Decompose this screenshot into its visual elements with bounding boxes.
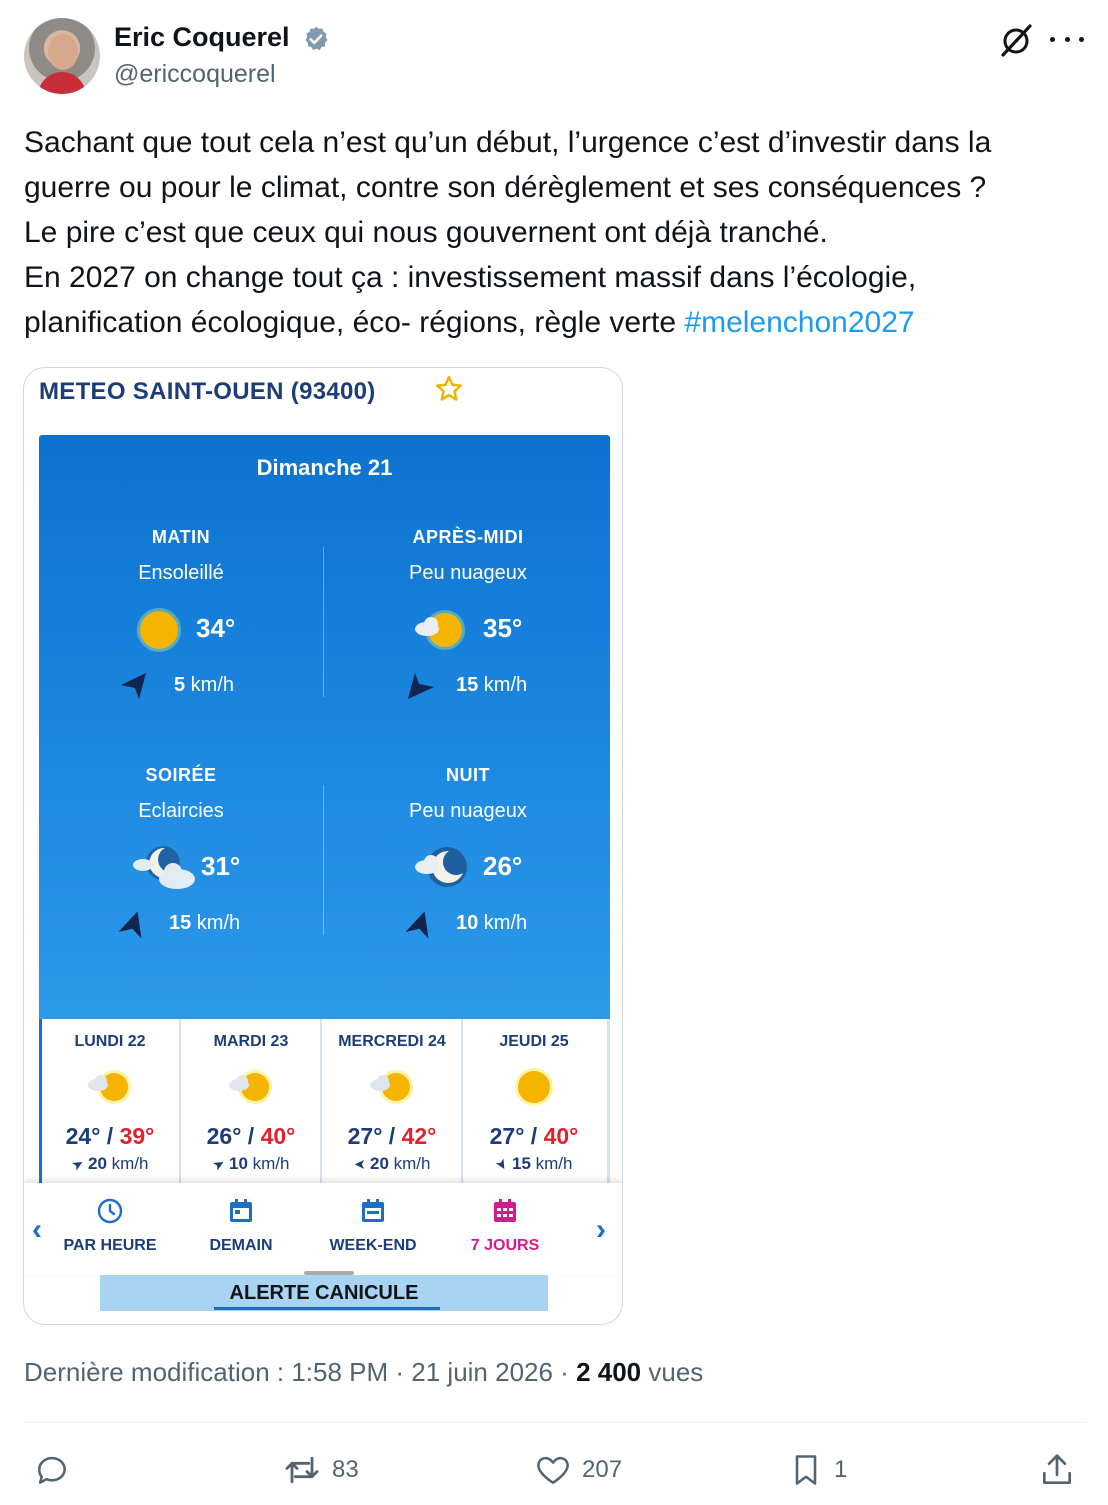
- divider: [24, 1422, 1086, 1423]
- period-wind: [39, 671, 323, 701]
- views-label: vues: [641, 1357, 704, 1387]
- day-wind: [41, 1154, 179, 1176]
- author-handle[interactable]: @ericcoquerel: [114, 60, 276, 88]
- heart-icon: [534, 1451, 572, 1489]
- bookmark-count: 1: [834, 1456, 848, 1483]
- period-weather: [39, 843, 323, 893]
- bookmark-icon: [788, 1451, 824, 1489]
- temp-high: 40°: [543, 1123, 579, 1149]
- tweet-meta: [24, 1357, 703, 1388]
- meteo-title: METEO SAINT-OUEN (93400): [39, 378, 376, 405]
- clock-icon: [96, 1197, 124, 1225]
- temp-separator: /: [524, 1123, 544, 1149]
- reply-button[interactable]: [33, 1450, 71, 1490]
- day-temperatures: [323, 1123, 461, 1150]
- author-name[interactable]: Eric Coquerel: [114, 22, 290, 52]
- sun-icon: [512, 1067, 556, 1107]
- wind-arrow-icon: [406, 909, 436, 939]
- period-description: Peu nuageux: [409, 800, 527, 822]
- tweet-line: [24, 300, 1094, 345]
- temp-high: 39°: [119, 1123, 155, 1149]
- period-divider: [323, 547, 324, 697]
- forecast-day-title: Dimanche 21: [256, 455, 393, 480]
- wind-unit: km/h: [478, 912, 528, 934]
- wind-unit: km/h: [247, 1154, 290, 1173]
- temp-low: 24°: [65, 1123, 101, 1149]
- tweet-line: Sachant que tout cela n’est qu’un début, l’urgence c’est d’investir dans la: [24, 126, 992, 159]
- period-temperature: 35°: [483, 613, 523, 643]
- calendar-grid-icon: [491, 1197, 519, 1225]
- temp-high: 42°: [401, 1123, 437, 1149]
- day-wind: [464, 1154, 604, 1176]
- star-icon[interactable]: [434, 374, 464, 404]
- daily-forecast: [39, 1019, 610, 1183]
- wind-unit: km/h: [185, 674, 235, 696]
- sun-cloud-icon: [411, 605, 471, 655]
- day-wind: [323, 1154, 461, 1176]
- share-button[interactable]: [1038, 1450, 1076, 1490]
- temp-separator: /: [382, 1123, 402, 1149]
- nav-par-heure[interactable]: [45, 1197, 175, 1255]
- forecast-nav-bar: [24, 1183, 623, 1275]
- nav-label: WEEK-END: [329, 1237, 417, 1254]
- sun-cloud-icon: [364, 1067, 420, 1107]
- period-divider: [323, 785, 324, 935]
- day-card[interactable]: [323, 1019, 463, 1183]
- wind-value: 20: [369, 1154, 389, 1173]
- nav-label: DEMAIN: [209, 1237, 273, 1254]
- day-weather: [323, 1067, 461, 1107]
- more-options-icon[interactable]: [1050, 24, 1084, 54]
- nav-label: PAR HEURE: [63, 1237, 157, 1254]
- verified-badge-icon: [302, 25, 330, 53]
- period-wind: [326, 909, 610, 939]
- moon-cloud-icon: [411, 843, 471, 893]
- wind-arrow-icon: ➤: [491, 1155, 512, 1174]
- dot: [1050, 37, 1055, 42]
- period-wind-speed: [174, 674, 234, 697]
- period-name: MATIN: [151, 527, 211, 547]
- temp-low: 26°: [206, 1123, 242, 1149]
- dot: [1079, 37, 1084, 42]
- days-border: [607, 1019, 610, 1183]
- wind-value: 15: [169, 912, 192, 934]
- day-card[interactable]: [464, 1019, 604, 1183]
- wind-arrow-icon: [119, 909, 149, 939]
- period-name: APRÈS-MIDI: [412, 527, 524, 547]
- tweet-line: guerre ou pour le climat, contre son dérèglement et ses conséquences ?: [24, 171, 987, 204]
- calendar-icon: [227, 1197, 255, 1225]
- nav-demain[interactable]: [176, 1197, 306, 1255]
- dot: [1065, 37, 1070, 42]
- period-wind-speed: [169, 912, 240, 935]
- day-card[interactable]: [182, 1019, 322, 1183]
- period-name: SOIRÉE: [145, 765, 217, 785]
- temp-low: 27°: [347, 1123, 383, 1149]
- wind-unit: km/h: [530, 1154, 573, 1173]
- wind-unit: km/h: [478, 674, 528, 696]
- temp-separator: /: [100, 1123, 120, 1149]
- tweet-line: En 2027 on change tout ça : investissement massif dans l’écologie,: [24, 261, 917, 294]
- day-temperatures: [41, 1123, 179, 1150]
- period-name: NUIT: [446, 765, 490, 785]
- period-wind-speed: [456, 674, 527, 697]
- nav-label: 7 JOURS: [470, 1237, 540, 1254]
- day-name: JEUDI 25: [499, 1033, 569, 1050]
- hashtag-link[interactable]: #melenchon2027: [684, 306, 915, 339]
- days-border: [39, 1019, 42, 1183]
- temp-low: 27°: [489, 1123, 525, 1149]
- day-weather: [182, 1067, 320, 1107]
- wind-arrow-icon: [119, 671, 149, 701]
- timestamp[interactable]: Dernière modification : 1:58 PM · 21 juin 2026 ·: [24, 1357, 577, 1387]
- wind-value: 10: [228, 1154, 248, 1173]
- calendar-week-icon: [359, 1197, 387, 1225]
- day-wind: [182, 1154, 320, 1176]
- forecast-panel: [39, 435, 610, 1019]
- period-temperature: 26°: [483, 851, 523, 881]
- day-temperatures: [182, 1123, 320, 1150]
- temp-separator: /: [241, 1123, 261, 1149]
- bookmark-button[interactable]: [788, 1450, 847, 1490]
- period-soiree: [39, 765, 323, 939]
- period-description: Ensoleillé: [138, 562, 224, 584]
- period-wind: [326, 671, 610, 701]
- alert-canicule-bar[interactable]: [100, 1275, 548, 1311]
- wind-arrow-icon: [406, 671, 436, 701]
- nav-week-end[interactable]: [308, 1197, 438, 1255]
- sun-icon: [134, 605, 184, 655]
- period-description: Eclaircies: [138, 800, 224, 822]
- wind-value: 15: [456, 674, 479, 696]
- period-wind-speed: [456, 912, 527, 935]
- wind-value: 15: [511, 1154, 531, 1173]
- day-card[interactable]: [41, 1019, 181, 1183]
- wind-unit: km/h: [191, 912, 241, 934]
- author-avatar[interactable]: [24, 18, 100, 94]
- day-name: LUNDI 22: [74, 1033, 146, 1050]
- like-count: 207: [582, 1456, 623, 1483]
- wind-arrow-icon: ➤: [209, 1154, 228, 1174]
- day-temperatures: [464, 1123, 604, 1150]
- period-temperature: 31°: [201, 851, 241, 881]
- temp-high: 40°: [260, 1123, 296, 1149]
- avatar-shirt: [38, 72, 86, 94]
- chevron-right-icon[interactable]: ›: [596, 1213, 606, 1246]
- period-apres-midi: [326, 527, 610, 701]
- nav-7-jours[interactable]: [440, 1197, 570, 1255]
- day-weather: [41, 1067, 179, 1107]
- wind-value: 10: [456, 912, 479, 934]
- reply-icon: [33, 1451, 71, 1489]
- period-weather: [326, 605, 610, 655]
- views-count: 2 400: [576, 1357, 642, 1387]
- day-name: MERCREDI 24: [338, 1033, 446, 1050]
- wind-unit: km/h: [106, 1154, 149, 1173]
- tweet-line: Le pire c’est que ceux qui nous gouvernent ont déjà tranché.: [24, 216, 828, 249]
- moon-clouds-icon: [129, 843, 199, 893]
- period-temperature: 34°: [196, 613, 236, 643]
- wind-arrow-icon: ➤: [353, 1157, 366, 1173]
- wind-unit: km/h: [388, 1154, 431, 1173]
- day-name: MARDI 23: [213, 1033, 289, 1050]
- wind-value: 20: [87, 1154, 107, 1173]
- sun-cloud-icon: [82, 1067, 138, 1107]
- day-weather: [464, 1067, 604, 1107]
- tweet-line-text: planification écologique, éco- régions, règle verte: [24, 306, 685, 339]
- tweet-text: [24, 120, 1094, 345]
- like-button[interactable]: [534, 1450, 622, 1490]
- retweet-count: 83: [332, 1456, 359, 1483]
- avatar-face: [48, 34, 78, 70]
- retweet-icon: [282, 1450, 322, 1490]
- period-nuit: [326, 765, 610, 939]
- chevron-left-icon[interactable]: ‹: [32, 1213, 42, 1246]
- grok-icon[interactable]: [998, 22, 1034, 58]
- wind-arrow-icon: ➤: [68, 1154, 87, 1174]
- wind-value: 5: [174, 674, 186, 696]
- tweet-media-image[interactable]: [23, 367, 623, 1325]
- period-description: Peu nuageux: [409, 562, 527, 584]
- period-wind: [39, 909, 323, 939]
- retweet-button[interactable]: [282, 1450, 359, 1490]
- alert-text: ALERTE CANICULE: [230, 1275, 419, 1311]
- period-matin: [39, 527, 323, 701]
- share-icon: [1038, 1451, 1076, 1489]
- period-weather: [326, 843, 610, 893]
- sun-cloud-icon: [223, 1067, 279, 1107]
- period-weather: [39, 605, 323, 655]
